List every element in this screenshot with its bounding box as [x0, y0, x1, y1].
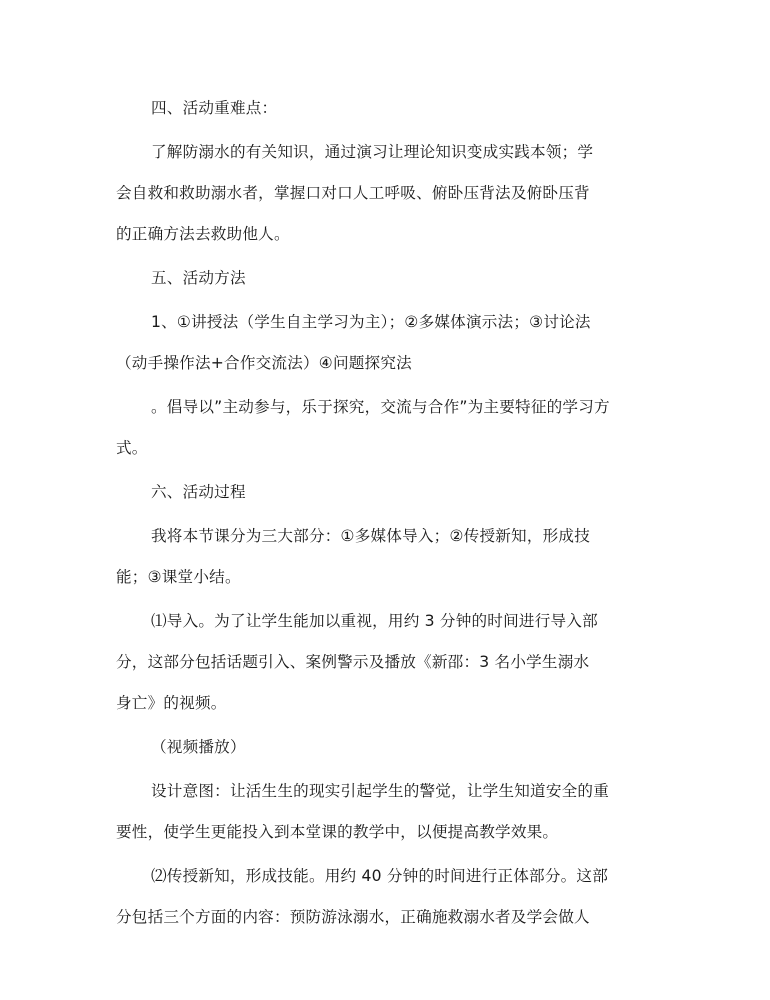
text-line: （视频播放） [151, 738, 246, 756]
text-line: 了解防溺水的有关知识，通过演习让理论知识变成实践本领；学 [151, 143, 594, 161]
document-page [116, 88, 660, 938]
text-line: 分，这部分包括话题引入、案例警示及播放《新邵：3 名小学生溺水 [116, 653, 590, 671]
section-heading-process [116, 472, 660, 513]
text-line: 式。 [116, 439, 148, 457]
paragraph-new-knowledge [116, 856, 660, 938]
text-line: ⑵传授新知，形成技能。用约 40 分钟的时间进行正体部分。这部 [151, 867, 608, 885]
text-line: 的正确方法去救助他人。 [116, 225, 290, 243]
text-line: 。倡导以”主动参与，乐于探究，交流与合作”为主要特征的学习方 [151, 398, 610, 416]
text-line: 五、活动方法 [151, 269, 246, 287]
paragraph-video-note [116, 727, 660, 768]
paragraph-design-intent [116, 771, 660, 853]
text-line: 设计意图：让活生生的现实引起学生的警觉，让学生知道安全的重 [151, 782, 610, 800]
paragraph-process-overview [116, 516, 660, 598]
text-line: 我将本节课分为三大部分：①多媒体导入；②传授新知，形成技 [151, 527, 590, 545]
section-heading-methods [116, 258, 660, 299]
text-line: 能；③课堂小结。 [116, 568, 241, 586]
text-line: 1、①讲授法（学生自主学习为主）；②多媒体演示法；③讨论法 [151, 313, 591, 331]
paragraph-methods-list [116, 302, 660, 384]
text-line: 身亡》的视频。 [116, 694, 227, 712]
text-line: （动手操作法+合作交流法）④问题探究法 [116, 354, 412, 372]
text-line: 会自救和救助溺水者，掌握口对口人工呼吸、俯卧压背法及俯卧压背 [116, 184, 590, 202]
text-line: 分包括三个方面的内容：预防游泳溺水，正确施救溺水者及学会做人 [116, 908, 590, 926]
paragraph-difficulties-body [116, 132, 660, 255]
text-line: ⑴导入。为了让学生能加以重视，用约 3 分钟的时间进行导入部 [151, 612, 598, 630]
text-line: 六、活动过程 [151, 483, 246, 501]
text-line: 要性，使学生更能投入到本堂课的教学中，以便提高教学效果。 [116, 823, 559, 841]
paragraph-introduction [116, 601, 660, 724]
paragraph-methods-note [116, 387, 660, 469]
text-line: 四、活动重难点： [151, 99, 278, 117]
section-heading-difficulties [116, 88, 660, 129]
